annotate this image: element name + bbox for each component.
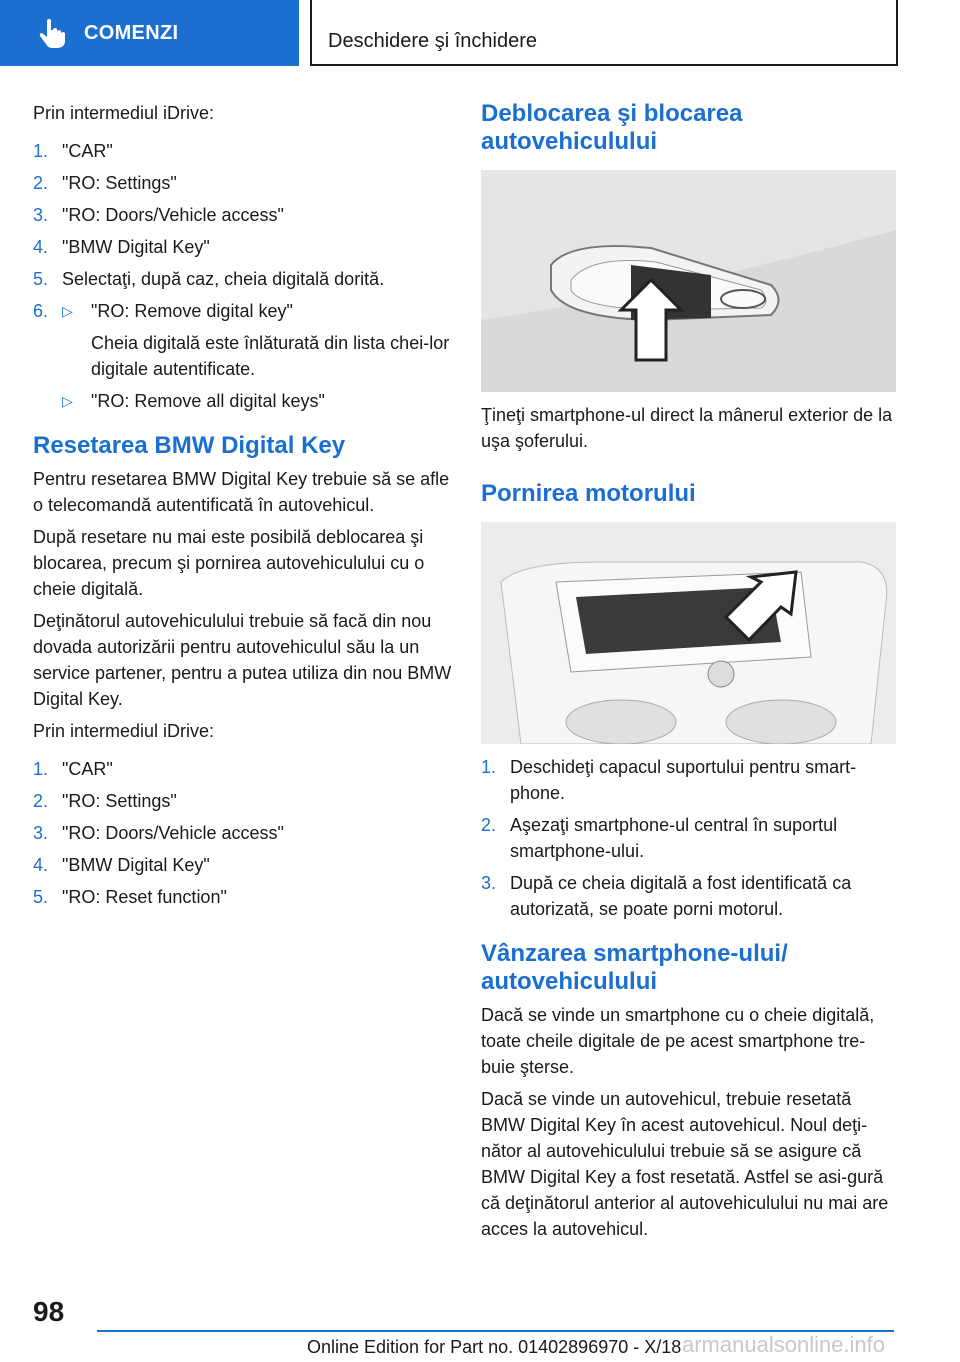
intro-text: Prin intermediul iDrive: — [33, 721, 215, 741]
list-item: 1. "CAR" — [33, 141, 113, 161]
paragraph: Pentru resetarea BMW Digital Key trebuie să se afle o telecomandă autentificată în autovehicul. — [33, 469, 450, 515]
heading-sale: Vânzarea smartphone-ului/ autovehiculului — [481, 940, 788, 995]
door-handle-image — [481, 170, 896, 392]
triangle-right-icon: ▷ — [62, 393, 73, 409]
intro-text: Prin intermediul iDrive: — [33, 103, 215, 123]
edition-text: Online Edition for Part no. 01402896970 - X/18 — [307, 1337, 682, 1357]
watermark-text: armanualsonline.info — [682, 1332, 886, 1357]
right-column — [481, 100, 896, 1248]
heading-unlock: Deblocarea şi blocarea autovehiculului — [481, 100, 743, 155]
paragraph: Ţineţi smartphone-ul direct la mânerul exterior de la uşa şoferului. — [481, 405, 893, 451]
triangle-right-icon: ▷ — [62, 303, 73, 319]
paragraph: Deţinătorul autovehiculului trebuie să facă din nou dovada autorizării pentru autovehiculul său la un service partener, pentru a putea utiliza din nou BMW Digital Key. — [33, 611, 452, 709]
list-item: 2. "RO: Settings" — [33, 173, 177, 193]
list-item: 5. "RO: Reset function" — [33, 887, 227, 907]
paragraph: Dacă se vinde un autovehicul, trebuie resetată BMW Digital Key în acest autovehicul. Noul deţi-nător al autovehiculului trebuie să se asigure că BMW Digital Key a fost resetată. Astfel se asi-gură că deţinătorul anterior al autovehiculului nu mai are acces la autovehicul. — [481, 1089, 889, 1239]
sub-option: ▷ "RO: Remove digital key" Cheia digitală este înlăturată din lista chei-lor digitale autentificate. — [62, 298, 453, 382]
list-item: 4. "BMW Digital Key" — [33, 237, 210, 257]
sub-option: ▷ "RO: Remove all digital keys" — [62, 388, 453, 414]
heading-start: Pornirea motorului — [481, 480, 696, 507]
section-header — [310, 0, 898, 66]
idrive-list-reset — [33, 756, 453, 910]
page-number: 98 — [33, 1296, 65, 1327]
idrive-list-remove — [33, 138, 453, 414]
chapter-title: COMENZI — [84, 21, 179, 44]
left-column — [33, 100, 453, 916]
list-item: 4. "BMW Digital Key" — [33, 855, 210, 875]
list-item: 3. "RO: Doors/Vehicle access" — [33, 205, 284, 225]
list-item: 3. "RO: Doors/Vehicle access" — [33, 823, 284, 843]
paragraph: Dacă se vinde un smartphone cu o cheie digitală, toate cheile digitale de pe acest smartphone tre-buie şterse. — [481, 1005, 875, 1077]
hand-pointer-icon — [38, 18, 66, 48]
list-item: 2. "RO: Settings" — [33, 791, 177, 811]
list-item: 2. Aşezaţi smartphone-ul central în suportul smartphone-ului. — [481, 815, 838, 861]
list-item: 1. Deschideţi capacul suportului pentru smart-phone. — [481, 757, 857, 803]
chapter-tab[interactable] — [0, 0, 299, 66]
list-item: 3. După ce cheia digitală a fost identificată ca autorizată, se poate porni motorul. — [481, 873, 852, 919]
heading-reset: Resetarea BMW Digital Key — [33, 432, 346, 459]
paragraph: După resetare nu mai este posibilă deblocarea şi blocarea, precum şi pornirea autovehiculului cu o cheie digitală. — [33, 527, 425, 599]
start-steps — [481, 754, 896, 922]
smartphone-tray-image — [481, 522, 896, 744]
list-item: 5. Selectaţi, după caz, cheia digitală dorită. — [33, 269, 385, 289]
list-item: 6. ▷ "RO: Remove digital key" Cheia digitală este înlăturată din lista chei-lor digitale autentificate. ▷ "RO: Remove all digital keys" — [33, 298, 453, 414]
section-title: Deschidere şi închidere — [328, 30, 537, 52]
list-item: 1. "CAR" — [33, 759, 113, 779]
